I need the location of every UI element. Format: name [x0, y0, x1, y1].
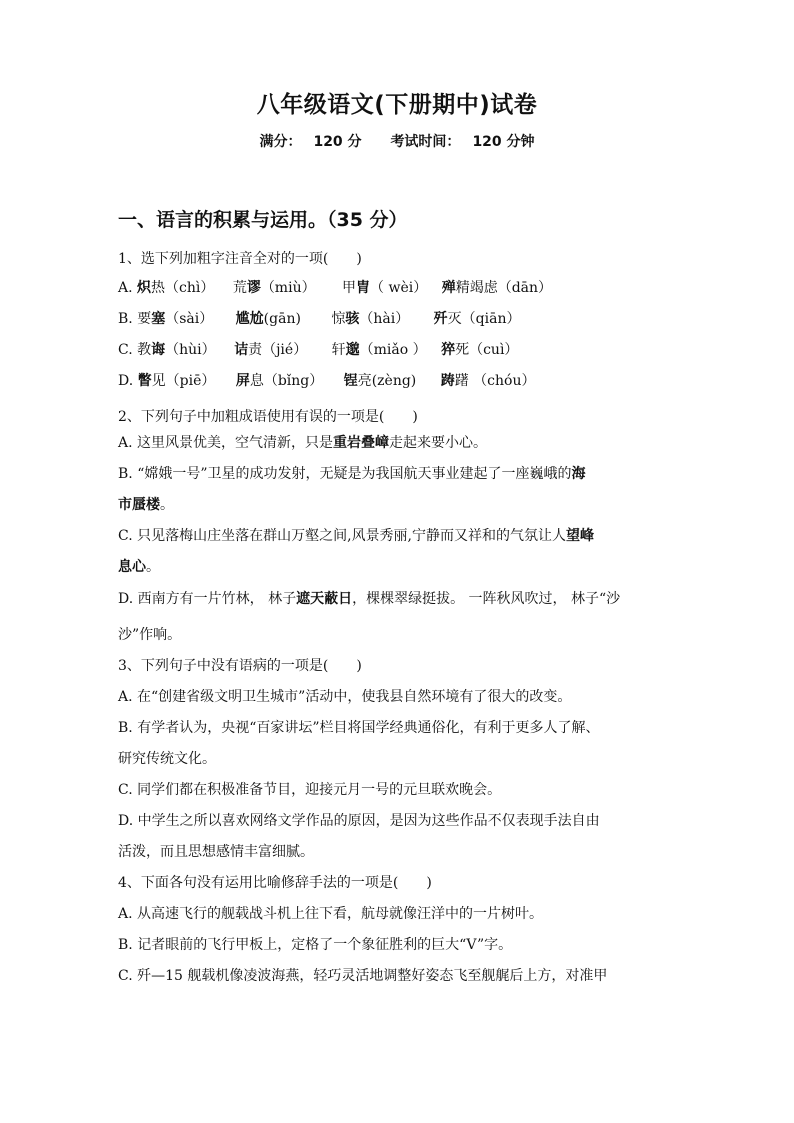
- q2-option-d-line2: 沙”作响。: [118, 627, 182, 643]
- q1-option-d: D. 瞥见（piē） 屏息（bǐng） 锃亮(zèng) 踌躇 （chóu）: [118, 373, 536, 389]
- q2-option-c-line2: 息心。: [118, 559, 160, 575]
- q3-option-b-line2: 研究传统文化。: [118, 751, 216, 767]
- q4-option-b: B. 记者眼前的飞行甲板上，定格了一个象征胜利的巨大“V”字。: [118, 937, 513, 953]
- time-label: 考试时间：: [390, 134, 461, 150]
- q1-option-b: B. 要塞（sài） 尴尬(gān) 惊骇（hài） 歼灭（qiān）: [118, 311, 521, 327]
- exam-title: 八年级语文(下册期中)试卷: [256, 92, 538, 118]
- q2-option-d-line1: D. 西南方有一片竹林， 林子遮天蔽日，棵棵翠绿挺拔。 一阵秋风吹过， 林子“沙: [118, 591, 621, 607]
- q3-option-d-line2: 活泼，而且思想感情丰富细腻。: [118, 844, 314, 860]
- score-value: 120 分: [313, 134, 362, 150]
- q3-option-a: A. 在“创建省级文明卫生城市”活动中，使我县自然环境有了很大的改变。: [118, 689, 572, 705]
- section-heading: 一、语言的积累与运用。（35 分）: [118, 209, 408, 231]
- q3-option-c: C. 同学们都在积极准备节目，迎接元月一号的元旦联欢晚会。: [118, 782, 502, 798]
- q2-option-b-line2: 市蜃楼。: [118, 497, 174, 513]
- q4-option-c: C. 歼—15 舰载机像凌波海燕，轻巧灵活地调整好姿态飞至舰艉后上方，对准甲: [118, 968, 608, 984]
- time-value: 120 分钟: [472, 134, 535, 150]
- exam-info: [0, 131, 794, 151]
- q3-option-b-line1: B. 有学者认为，央视“百家讲坛”栏目将国学经典通俗化，有利于更多人了解、: [118, 720, 600, 736]
- q1-stem: 1、选下列加粗字注音全对的一项( ): [118, 251, 362, 267]
- q2-stem: 2、下列句子中加粗成语使用有误的一项是( ): [118, 409, 418, 425]
- score-label: 满分：: [259, 134, 302, 150]
- q4-stem: 4、下面各句没有运用比喻修辞手法的一项是( ): [118, 875, 432, 891]
- q1-option-a: A. 炽热（chì） 荒谬（miù） 甲胄（ wèi） 殚精竭虑（dān）: [118, 280, 553, 296]
- q2-option-c-line1: C. 只见落梅山庄坐落在群山万壑之间,风景秀丽,宁静而又祥和的气氛让人望峰: [118, 528, 595, 544]
- q4-option-a: A. 从高速飞行的舰载战斗机上往下看，航母就像汪洋中的一片树叶。: [118, 906, 544, 922]
- q2-option-b-line1: B. “嫦娥一号”卫星的成功发射，无疑是为我国航天事业建起了一座巍峨的海: [118, 466, 586, 482]
- q2-option-a: A. 这里风景优美，空气清新，只是重岩叠嶂走起来要小心。: [118, 435, 488, 451]
- q3-stem: 3、下列句子中没有语病的一项是( ): [118, 658, 362, 674]
- q1-option-c: C. 教诲（hùi） 诘责（jié） 轩邈（miǎo ） 猝死（cuì）: [118, 342, 519, 358]
- q3-option-d-line1: D. 中学生之所以喜欢网络文学作品的原因，是因为这些作品不仅表现手法自由: [118, 813, 600, 829]
